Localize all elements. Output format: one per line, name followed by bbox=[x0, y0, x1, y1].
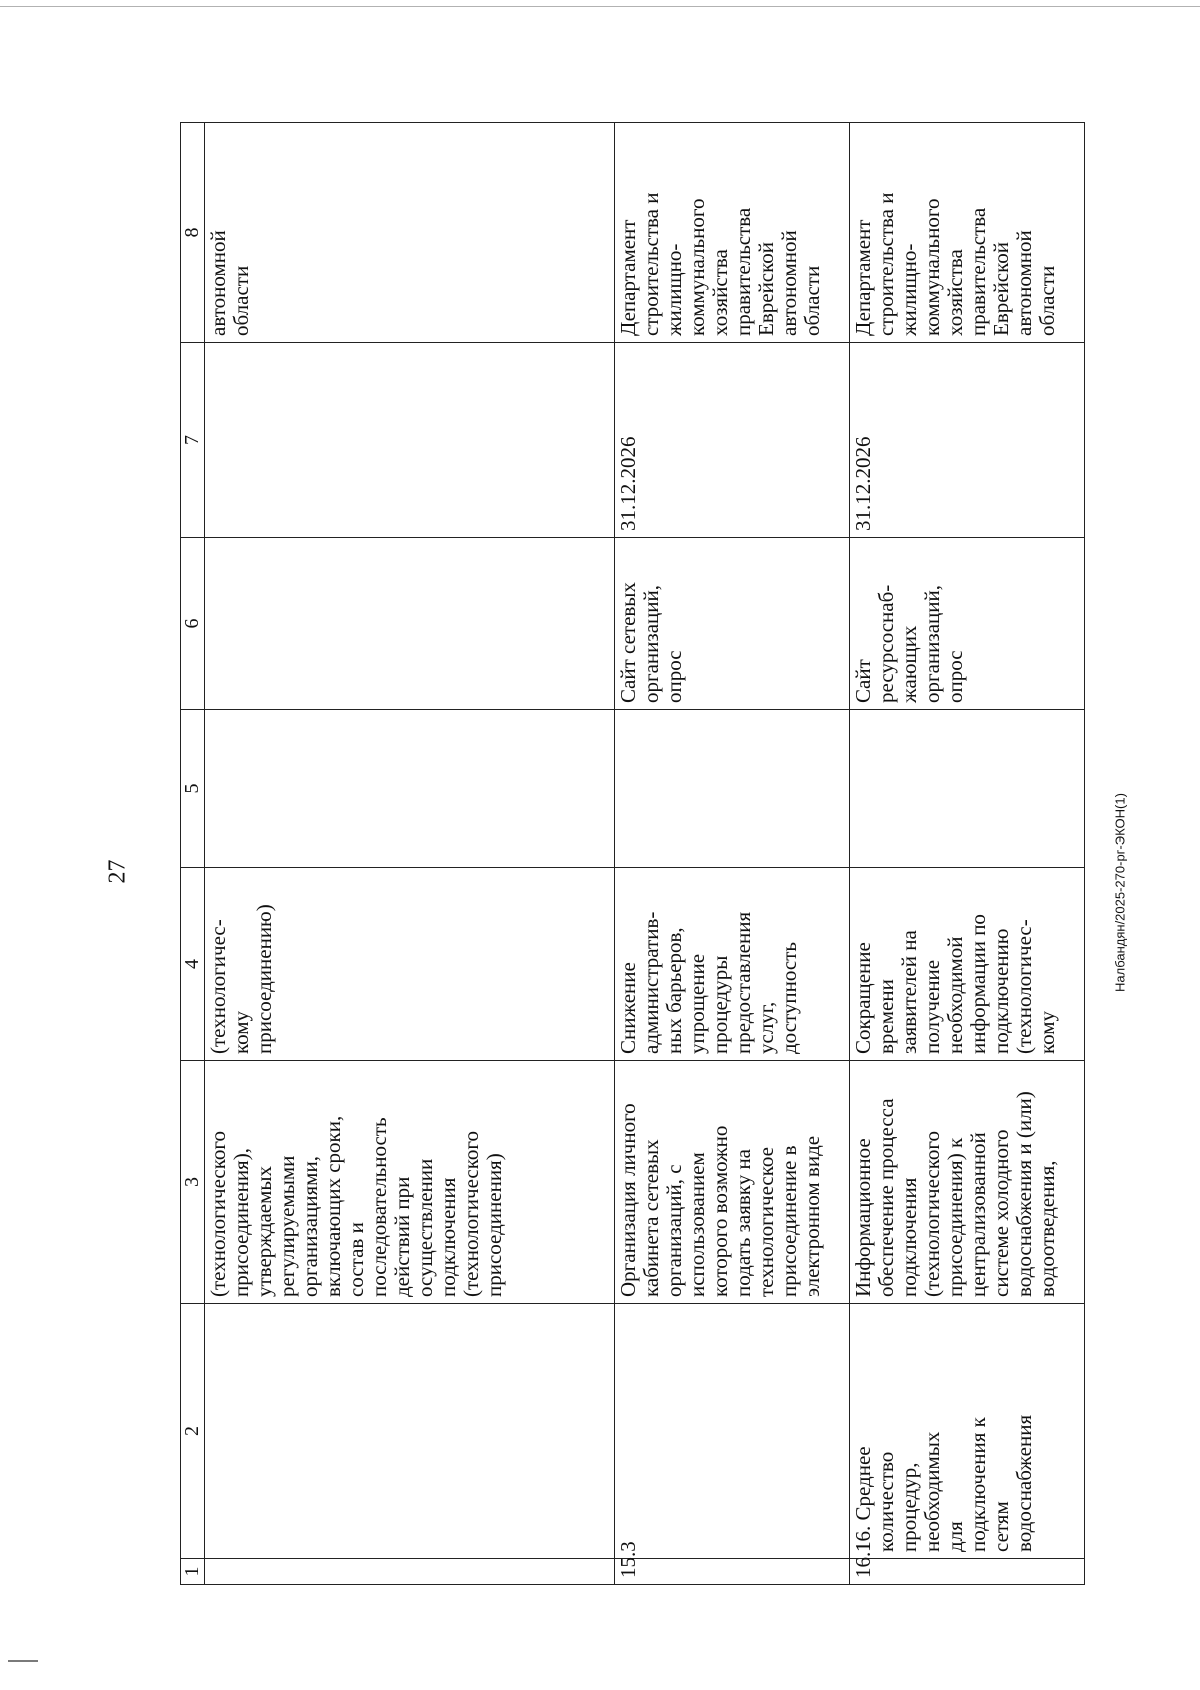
table-row bbox=[615, 123, 850, 1585]
measure-cell: Информационное обеспечение процесса подключения (технологического присоединения) к централизованной системе холодного водоснабжения и (или) водоотведения, bbox=[850, 1061, 1085, 1304]
column-5-cell bbox=[205, 710, 615, 868]
measure-cell: Организация личного кабинета сетевых организаций, с использованием которого возможно подать заявку на технологическое присоединение в электронном виде bbox=[615, 1061, 850, 1304]
header-cell-3: 3 bbox=[181, 1061, 205, 1304]
result-cell: Снижение административ- ных барьеров, упрощение процедуры предоставления услуг, доступность bbox=[615, 868, 850, 1061]
indicator-cell bbox=[205, 1304, 615, 1559]
header-cell-5: 5 bbox=[181, 710, 205, 868]
measures-table bbox=[180, 122, 1085, 1585]
source-cell: Сайт ресурсоснаб- жающих организаций, опрос bbox=[850, 538, 1085, 710]
row-number-cell bbox=[205, 1559, 615, 1585]
header-cell-4: 4 bbox=[181, 868, 205, 1061]
table-row bbox=[205, 123, 615, 1585]
header-cell-1: 1 bbox=[181, 1559, 205, 1585]
result-cell: (технологичес- кому присоединению) bbox=[205, 868, 615, 1061]
scan-edge-top bbox=[0, 6, 1200, 7]
page-number: 27 bbox=[104, 859, 131, 884]
row-number-cell: 16.1 bbox=[850, 1559, 1085, 1585]
indicator-cell: 16. Среднее количество процедур, необходимых для подключения к сетям водоснабжения bbox=[850, 1304, 1085, 1559]
rotated-table-wrapper bbox=[180, 123, 1100, 1585]
header-cell-7: 7 bbox=[181, 343, 205, 538]
document-code: Налбандян/2025-270-рг-ЭКОН(1) bbox=[1112, 793, 1128, 992]
source-cell bbox=[205, 538, 615, 710]
indicator-cell bbox=[615, 1304, 850, 1559]
responsible-cell: автономной области bbox=[205, 123, 615, 343]
header-cell-8: 8 bbox=[181, 123, 205, 343]
deadline-cell: 31.12.2026 bbox=[850, 343, 1085, 538]
table-row bbox=[850, 123, 1085, 1585]
responsible-cell: Департамент строительства и жилищно- коммунального хозяйства правительства Еврейской автономной области bbox=[615, 123, 850, 343]
deadline-cell: 31.12.2026 bbox=[615, 343, 850, 538]
header-cell-2: 2 bbox=[181, 1304, 205, 1559]
table-header-row bbox=[181, 123, 205, 1585]
source-cell: Сайт сетевых организаций, опрос bbox=[615, 538, 850, 710]
scan-edge-left bbox=[8, 1660, 38, 1662]
measure-cell: (технологического присоединения), утверждаемых регулируемыми организациями, включающих сроки, состав и последовательность действий при осуществлении подключения (технологического присоединения) bbox=[205, 1061, 615, 1304]
header-cell-6: 6 bbox=[181, 538, 205, 710]
column-5-cell bbox=[615, 710, 850, 868]
row-number-cell: 15.3 bbox=[615, 1559, 850, 1585]
responsible-cell: Департамент строительства и жилищно- коммунального хозяйства правительства Еврейской автономной области bbox=[850, 123, 1085, 343]
deadline-cell bbox=[205, 343, 615, 538]
result-cell: Сокращение времени заявителей на получение необходимой информации по подключению (технологичес- кому bbox=[850, 868, 1085, 1061]
column-5-cell bbox=[850, 710, 1085, 868]
